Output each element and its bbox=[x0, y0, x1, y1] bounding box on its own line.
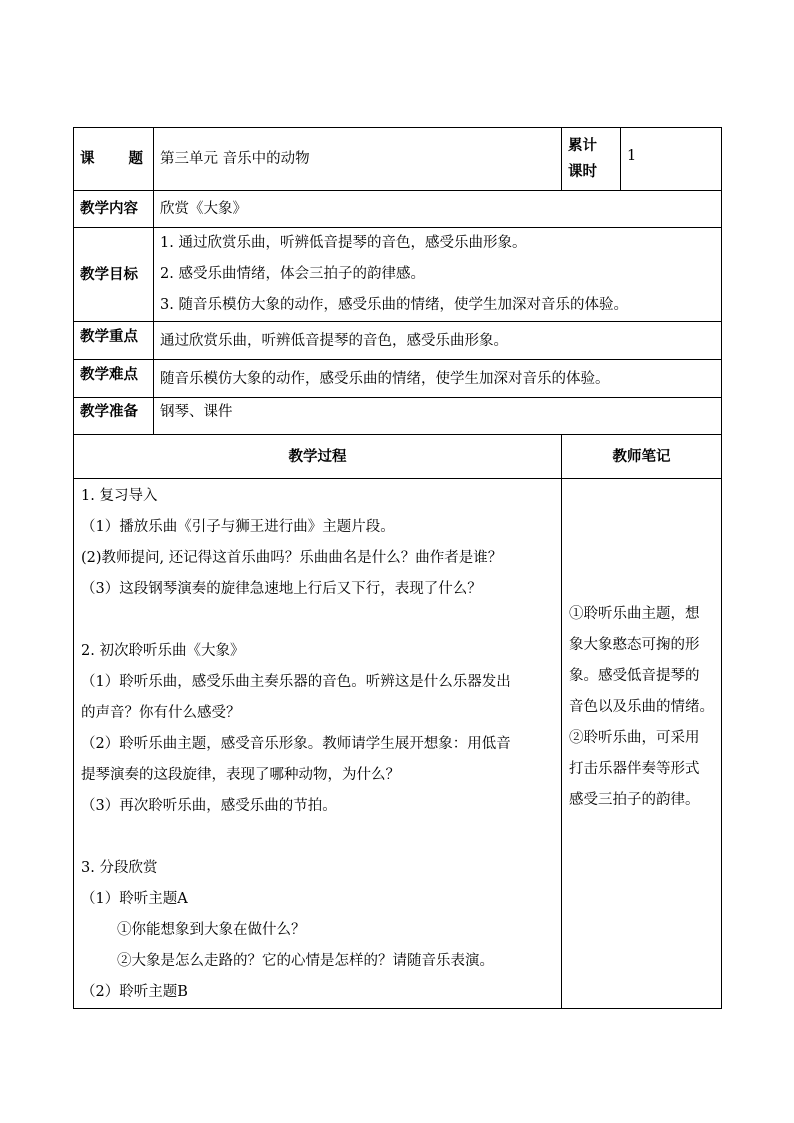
process-line: 2. 初次聆听乐曲《大象》 bbox=[81, 643, 245, 659]
notes-heading: 教师笔记 bbox=[562, 435, 722, 479]
difficulty-value: 随音乐模仿大象的动作，感受乐曲的情绪，使学生加深对音乐的体验。 bbox=[154, 360, 722, 398]
difficulty-row bbox=[74, 360, 722, 398]
focus-row bbox=[74, 322, 722, 360]
content-label: 教学内容 bbox=[74, 191, 154, 228]
goals-label: 教学目标 bbox=[74, 228, 154, 322]
topic-row bbox=[74, 128, 722, 191]
topic-label-right: 题 bbox=[128, 151, 143, 167]
note-line: 象。感受低音提琴的 bbox=[569, 668, 700, 684]
process-line: （1）播放乐曲《引子与狮王进行曲》主题片段。 bbox=[81, 519, 395, 535]
focus-label: 教学重点 bbox=[74, 322, 154, 360]
process-line: （2）聆听主题B bbox=[81, 984, 188, 1000]
prep-label: 教学准备 bbox=[74, 398, 154, 435]
process-line: 提琴演奏的这段旋律，表现了哪种动物，为什么？ bbox=[81, 767, 400, 783]
goals-row bbox=[74, 228, 722, 322]
note-line: 音色以及乐曲的情绪。 bbox=[569, 699, 715, 715]
process-line: ①你能想象到大象在做什么？ bbox=[117, 922, 306, 938]
notes-body bbox=[562, 479, 722, 1009]
process-heading: 教学过程 bbox=[74, 435, 562, 479]
process-line: ②大象是怎么走路的？它的心情是怎样的？请随音乐表演。 bbox=[117, 953, 494, 969]
blank-line bbox=[81, 605, 561, 636]
content-row bbox=[74, 191, 722, 228]
goal-item: 3. 随音乐模仿大象的动作，感受乐曲的情绪，使学生加深对音乐的体验。 bbox=[160, 297, 628, 313]
topic-label-left: 课 bbox=[80, 151, 95, 167]
note-line: ①聆听乐曲主题，想 bbox=[569, 606, 700, 622]
process-line: （3）这段钢琴演奏的旋律急速地上行后又下行，表现了什么？ bbox=[81, 581, 482, 597]
note-line: 象大象憨态可掬的形 bbox=[569, 637, 700, 653]
body-row bbox=[74, 479, 722, 1009]
process-line: （1）聆听乐曲，感受乐曲主奏乐器的音色。听辨这是什么乐器发出 bbox=[81, 674, 511, 690]
content-value: 欣赏《大象》 bbox=[154, 191, 722, 228]
process-line: 的声音？你有什么感受？ bbox=[81, 705, 241, 721]
lesson-plan bbox=[73, 127, 721, 1009]
goal-item: 1. 通过欣赏乐曲，听辨低音提琴的音色，感受乐曲形象。 bbox=[160, 235, 527, 251]
section-header-row bbox=[74, 435, 722, 479]
hours-label-line1: 累计 bbox=[568, 138, 598, 154]
process-line: 3. 分段欣赏 bbox=[81, 860, 158, 876]
note-line: ②聆听乐曲，可采用 bbox=[569, 730, 700, 746]
note-line: 打击乐器伴奏等形式 bbox=[569, 761, 700, 777]
note-line: 感受三拍子的韵律。 bbox=[569, 792, 700, 808]
process-line: （2）聆听乐曲主题，感受音乐形象。教师请学生展开想象：用低音 bbox=[81, 736, 511, 752]
process-line: （3）再次聆听乐曲，感受乐曲的节拍。 bbox=[81, 798, 337, 814]
topic-label-cell bbox=[74, 128, 154, 191]
difficulty-label: 教学难点 bbox=[74, 360, 154, 398]
focus-value: 通过欣赏乐曲，听辨低音提琴的音色，感受乐曲形象。 bbox=[154, 322, 722, 360]
goals-list bbox=[154, 228, 722, 322]
process-line: （1）聆听主题A bbox=[81, 891, 188, 907]
process-line: (2)教师提问, 还记得这首乐曲吗？乐曲曲名是什么？曲作者是谁？ bbox=[81, 550, 503, 566]
topic-value: 第三单元 音乐中的动物 bbox=[154, 128, 562, 191]
prep-row bbox=[74, 398, 722, 435]
hours-label-line2: 课时 bbox=[568, 164, 598, 180]
lesson-table bbox=[73, 127, 722, 1009]
prep-value: 钢琴、课件 bbox=[154, 398, 722, 435]
hours-value: 1 bbox=[621, 128, 722, 191]
process-body bbox=[74, 479, 562, 1009]
blank-line bbox=[81, 822, 561, 853]
goal-item: 2. 感受乐曲情绪，体会三拍子的韵律感。 bbox=[160, 266, 425, 282]
hours-label bbox=[562, 128, 621, 191]
process-line: 1. 复习导入 bbox=[81, 488, 158, 504]
